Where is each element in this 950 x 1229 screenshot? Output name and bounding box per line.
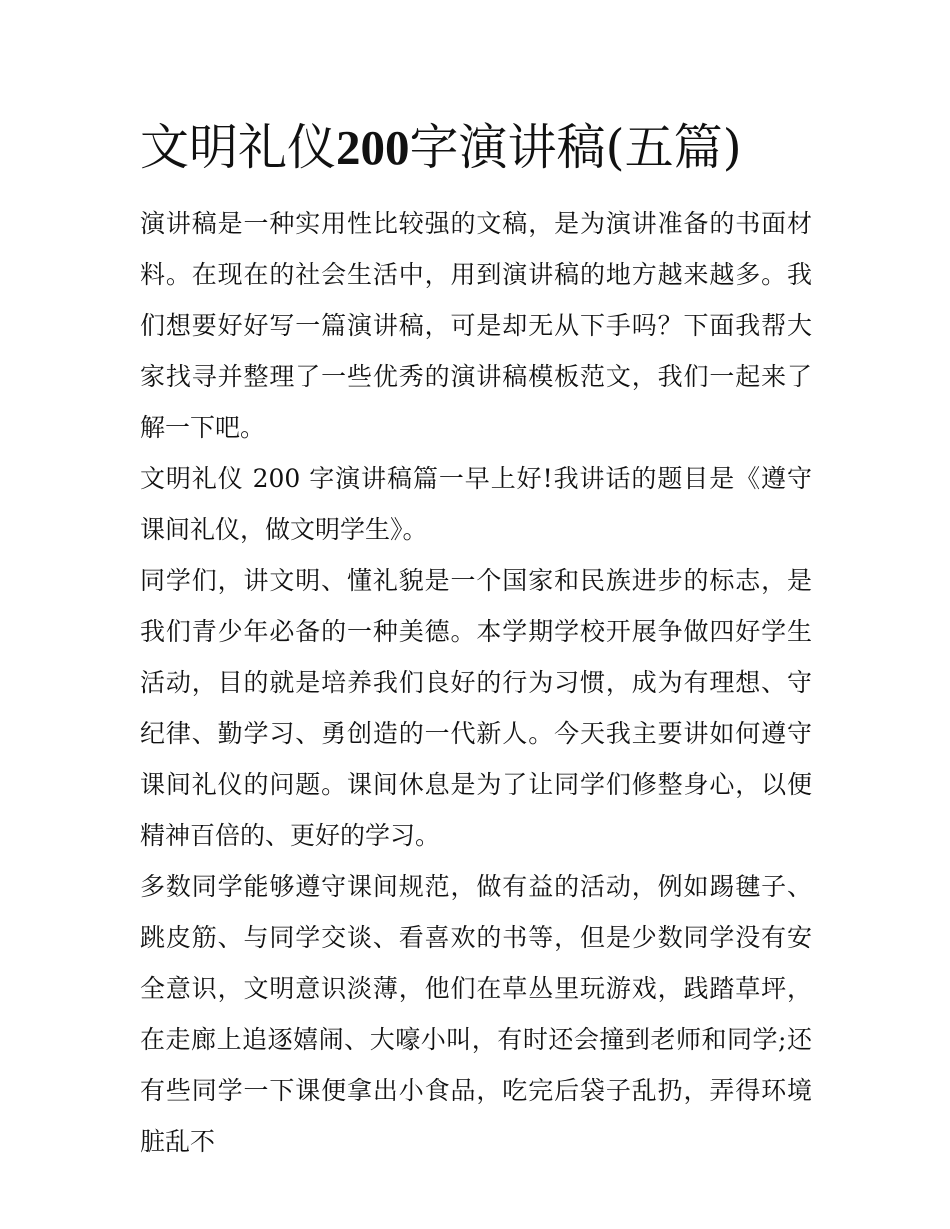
page-title <box>140 112 840 184</box>
document-body <box>140 198 812 1167</box>
title-number: 200 <box>336 120 410 175</box>
recess-behavior-paragraph: 多数同学能够遵守课间规范，做有益的活动，例如踢毽子、跳皮筋、与同学交谈、看喜欢的书等，但是少数同学没有安全意识，文明意识淡薄，他们在草丛里玩游戏，践踏草坪，在走廊上追逐嬉闹、大嚎小叫，有时还会撞到老师和同学;还有些同学一下课便拿出小食品，吃完后袋子乱扔，弄得环境脏乱不 <box>140 872 812 1156</box>
intro-paragraph: 演讲稿是一种实用性比较强的文稿，是为演讲准备的书面材料。在现在的社会生活中，用到演讲稿的地方越来越多。我们想要好好写一篇演讲稿，可是却无从下手吗？下面我帮大家找寻并整理了一些优秀的演讲稿模板范文，我们一起来了解一下吧。 <box>140 209 812 442</box>
civility-importance-paragraph: 同学们，讲文明、懂礼貌是一个国家和民族进步的标志，是我们青少年必备的一种美德。本学期学校开展争做四好学生活动，目的就是培养我们良好的行为习惯，成为有理想、守纪律、勤学习、勇创造的一代新人。今天我主要讲如何遵守课间礼仪的问题。课间休息是为了让同学们修整身心，以便精神百倍的、更好的学习。 <box>140 566 812 850</box>
title-suffix: 字演讲稿(五篇) <box>409 119 742 176</box>
speech-one-opening-paragraph: 文明礼仪 200 字演讲稿篇一早上好!我讲话的题目是《遵守课间礼仪，做文明学生》。 <box>140 464 812 544</box>
title-prefix: 文明礼仪 <box>140 119 337 176</box>
